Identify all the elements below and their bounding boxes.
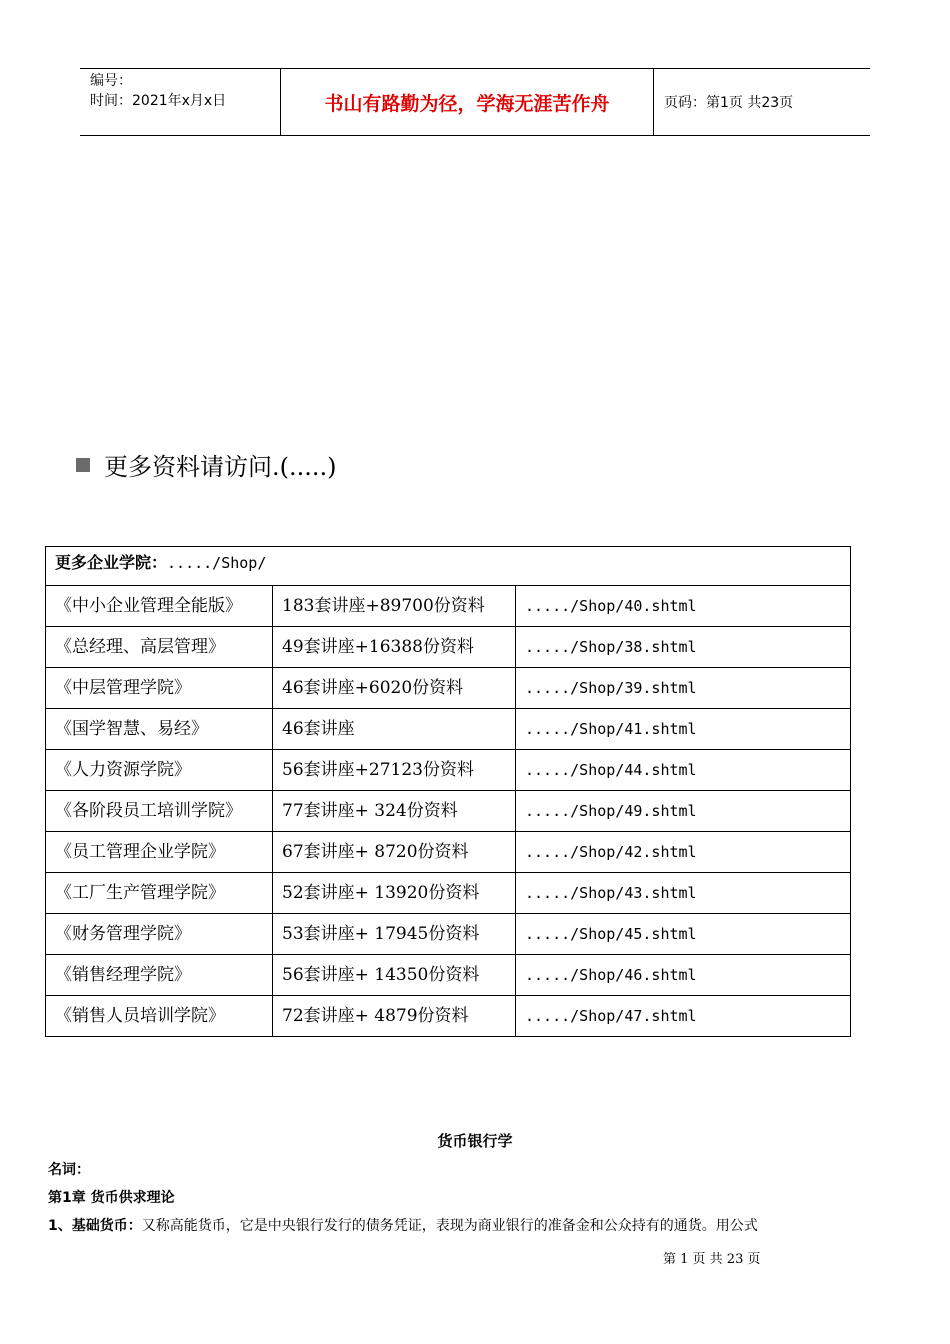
- document-time: 时间：2021年x月x日: [90, 93, 227, 109]
- table-row: [46, 709, 851, 750]
- row-name: 《员工管理企业学院》: [46, 832, 273, 873]
- table-row: [46, 955, 851, 996]
- row-url[interactable]: ...../Shop/39.shtml: [516, 668, 851, 709]
- row-desc: 52套讲座+ 13920份资料: [273, 873, 516, 914]
- table-header-label: 更多企业学院：: [55, 553, 168, 572]
- table-row: [46, 996, 851, 1037]
- row-desc: 72套讲座+ 4879份资料: [273, 996, 516, 1037]
- table-row: [46, 914, 851, 955]
- table-row: [46, 750, 851, 791]
- row-url[interactable]: ...../Shop/41.shtml: [516, 709, 851, 750]
- table-row: [46, 627, 851, 668]
- row-name: 《国学智慧、易经》: [46, 709, 273, 750]
- visit-line: [76, 447, 337, 482]
- shop-table: [45, 546, 851, 1037]
- definition-term: 1、基础货币：: [48, 1218, 142, 1234]
- row-name: 《总经理、高层管理》: [46, 627, 273, 668]
- table-row: [46, 873, 851, 914]
- document-number-label: 编号：: [90, 73, 132, 89]
- row-name: 《销售人员培训学院》: [46, 996, 273, 1037]
- square-bullet-icon: [76, 458, 90, 472]
- row-desc: 46套讲座+6020份资料: [273, 668, 516, 709]
- row-name: 《工厂生产管理学院》: [46, 873, 273, 914]
- table-row: [46, 791, 851, 832]
- row-url[interactable]: ...../Shop/43.shtml: [516, 873, 851, 914]
- row-name: 《财务管理学院》: [46, 914, 273, 955]
- row-desc: 183套讲座+89700份资料: [273, 586, 516, 627]
- page-header: [80, 68, 870, 136]
- table-header-row: [46, 547, 851, 586]
- row-desc: 49套讲座+16388份资料: [273, 627, 516, 668]
- row-desc: 53套讲座+ 17945份资料: [273, 914, 516, 955]
- row-desc: 56套讲座+ 14350份资料: [273, 955, 516, 996]
- table-row: [46, 586, 851, 627]
- header-meta: [80, 69, 281, 135]
- row-url[interactable]: ...../Shop/46.shtml: [516, 955, 851, 996]
- row-desc: 46套讲座: [273, 709, 516, 750]
- table-row: [46, 832, 851, 873]
- table-header-cell: [46, 547, 851, 586]
- definition-text: 又称高能货币，它是中央银行发行的债务凭证，表现为商业银行的准备金和公众持有的通货。用公式: [141, 1218, 758, 1234]
- row-url[interactable]: ...../Shop/44.shtml: [516, 750, 851, 791]
- header-page-info: 页码：第1页 共23页: [664, 95, 794, 111]
- row-url[interactable]: ...../Shop/40.shtml: [516, 586, 851, 627]
- visit-text: 更多资料请访问.(.....): [104, 453, 337, 481]
- terms-label: 名词：: [48, 1162, 90, 1178]
- row-desc: 67套讲座+ 8720份资料: [273, 832, 516, 873]
- definition-paragraph: [48, 1215, 758, 1235]
- row-name: 《销售经理学院》: [46, 955, 273, 996]
- row-desc: 56套讲座+27123份资料: [273, 750, 516, 791]
- row-name: 《各阶段员工培训学院》: [46, 791, 273, 832]
- row-url[interactable]: ...../Shop/47.shtml: [516, 996, 851, 1037]
- row-name: 《中小企业管理全能版》: [46, 586, 273, 627]
- row-url[interactable]: ...../Shop/45.shtml: [516, 914, 851, 955]
- table-row: [46, 668, 851, 709]
- row-url[interactable]: ...../Shop/38.shtml: [516, 627, 851, 668]
- row-url[interactable]: ...../Shop/42.shtml: [516, 832, 851, 873]
- row-desc: 77套讲座+ 324份资料: [273, 791, 516, 832]
- chapter-heading: 第1章 货币供求理论: [48, 1190, 175, 1206]
- row-name: 《人力资源学院》: [46, 750, 273, 791]
- page-footer: 第 1 页 共 23 页: [663, 1252, 761, 1267]
- row-url[interactable]: ...../Shop/49.shtml: [516, 791, 851, 832]
- table-header-url[interactable]: ...../Shop/: [167, 554, 267, 572]
- document-title: 货币银行学: [437, 1132, 513, 1150]
- row-name: 《中层管理学院》: [46, 668, 273, 709]
- header-motto: 书山有路勤为径，学海无涯苦作舟: [281, 69, 654, 135]
